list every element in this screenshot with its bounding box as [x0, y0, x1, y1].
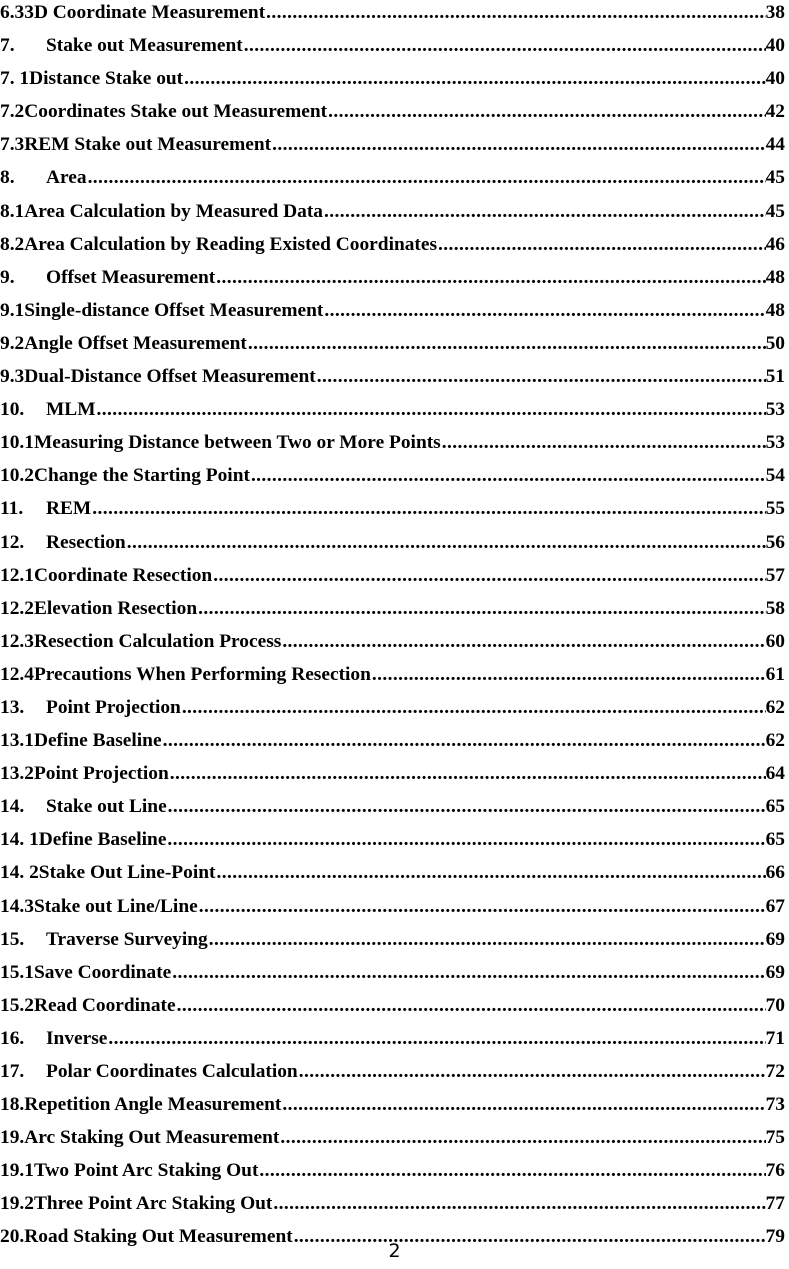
toc-entry[interactable]: [0, 29, 785, 62]
toc-entry[interactable]: [0, 823, 785, 856]
toc-entry[interactable]: [0, 989, 785, 1022]
toc-entry-title: Three Point Arc Staking Out: [33, 1193, 273, 1215]
toc-entry-number: 7.2: [0, 101, 25, 123]
toc-dot-leader: [372, 658, 766, 691]
toc-entry-number: 8.2: [0, 233, 25, 255]
toc-entry[interactable]: [0, 228, 785, 261]
toc-entry-number: 17.: [0, 1061, 25, 1082]
toc-dot-leader: [216, 856, 765, 889]
toc-entry-number: 14.3: [0, 895, 34, 917]
toc-entry-number: 10.1: [0, 432, 34, 454]
toc-entry-title: Traverse Surveying: [46, 928, 208, 950]
toc-entry-page: 69: [765, 928, 785, 950]
toc-dot-leader: [182, 691, 766, 724]
toc-entry-title: Polar Coordinates Calculation: [46, 1061, 298, 1082]
toc-entry-number: 9.3: [0, 366, 25, 388]
toc-entry[interactable]: [0, 492, 785, 525]
toc-entry[interactable]: [0, 360, 785, 393]
toc-dot-leader: [170, 757, 766, 790]
toc-entry[interactable]: [0, 856, 785, 889]
toc-entry[interactable]: [0, 1187, 785, 1220]
toc-entry-title: Area Calculation by Reading Existed Coordinates: [24, 233, 438, 255]
toc-entry-number: 9.1: [0, 299, 25, 321]
toc-entry[interactable]: [0, 790, 785, 823]
toc-entry-page: 50: [765, 332, 785, 354]
toc-entry[interactable]: [0, 0, 785, 29]
toc-entry-title: Arc Staking Out Measurement: [24, 1127, 280, 1149]
toc-entry-number: 13.: [0, 696, 25, 718]
toc-entry-title: REM Stake out Measurement: [24, 134, 272, 156]
toc-dot-leader: [280, 1121, 765, 1154]
toc-entry-page: 62: [765, 730, 785, 752]
toc-entry-title: Coordinate Resection: [33, 564, 213, 586]
toc-entry[interactable]: [0, 658, 785, 691]
toc-entry-page: 77: [765, 1193, 785, 1215]
toc-entry-number: 19.1: [0, 1160, 34, 1182]
toc-entry[interactable]: [0, 956, 785, 989]
toc-entry[interactable]: [0, 691, 785, 724]
toc-entry-page: 54: [765, 465, 785, 487]
toc-entry-page: 38: [765, 2, 785, 23]
toc-dot-leader: [324, 195, 766, 228]
toc-entry-title: Area: [46, 167, 87, 189]
toc-entry-page: 69: [765, 961, 785, 983]
toc-entry-page: 55: [765, 498, 785, 520]
toc-dot-leader: [273, 1187, 765, 1220]
toc-entry-page: 45: [765, 200, 785, 222]
toc-entry[interactable]: [0, 426, 785, 459]
toc-entry[interactable]: [0, 1121, 785, 1154]
toc-entry[interactable]: [0, 1055, 785, 1088]
toc-entry-number: 19.2: [0, 1193, 34, 1215]
toc-entry-page: 70: [765, 994, 785, 1016]
toc-entry[interactable]: [0, 294, 785, 327]
toc-entry-page: 72: [765, 1061, 785, 1082]
toc-entry-page: 62: [765, 696, 785, 718]
toc-entry-title: Save Coordinate: [33, 961, 172, 983]
toc-entry[interactable]: [0, 393, 785, 426]
toc-entry-number: 7. 1: [0, 68, 30, 90]
toc-entry-page: 71: [765, 1027, 785, 1049]
toc-entry-page: 46: [765, 233, 785, 255]
toc-entry-title: Area Calculation by Measured Data: [24, 200, 323, 222]
toc-dot-leader: [127, 526, 766, 559]
toc-entry-title: Repetition Angle Measurement: [24, 1094, 282, 1116]
toc-entry-title: Stake out Line: [46, 796, 167, 818]
toc-dot-leader: [97, 393, 766, 426]
toc-entry-title: Point Projection: [46, 696, 181, 718]
toc-entry[interactable]: [0, 161, 785, 194]
toc-dot-leader: [272, 128, 766, 161]
toc-entry[interactable]: [0, 625, 785, 658]
toc-entry-number: 12.3: [0, 630, 34, 652]
toc-entry-number: 7.3: [0, 134, 25, 156]
toc-entry-number: 9.: [0, 266, 15, 288]
toc-dot-leader: [199, 890, 766, 923]
toc-dot-leader: [213, 559, 765, 592]
toc-entry-page: 79: [765, 1226, 785, 1248]
toc-entry[interactable]: [0, 62, 785, 95]
toc-dot-leader: [324, 294, 765, 327]
toc-entry-number: 14. 2: [0, 862, 39, 884]
toc-entry-page: 48: [765, 299, 785, 321]
toc-entry-number: 6.3: [0, 2, 25, 23]
toc-entry[interactable]: [0, 526, 785, 559]
toc-entry-number: 15.2: [0, 994, 34, 1016]
toc-dot-leader: [328, 95, 765, 128]
toc-entry-page: 66: [765, 862, 785, 884]
toc-dot-leader: [168, 790, 766, 823]
toc-entry[interactable]: [0, 261, 785, 294]
toc-entry-title: Distance Stake out: [29, 68, 184, 90]
toc-entry-title: Coordinates Stake out Measurement: [24, 101, 328, 123]
toc-dot-leader: [282, 1088, 765, 1121]
toc-dot-leader: [88, 161, 766, 194]
toc-entry-title: Resection Calculation Process: [33, 630, 282, 652]
toc-entry-title: Inverse: [46, 1027, 108, 1049]
toc-entry-title: 3D Coordinate Measurement: [24, 2, 266, 23]
toc-entry-number: 13.1: [0, 730, 34, 752]
toc-entry[interactable]: [0, 724, 785, 757]
toc-dot-leader: [299, 1055, 766, 1088]
toc-entry[interactable]: [0, 1154, 785, 1187]
toc-entry-page: 42: [765, 101, 785, 123]
toc-entry-title: Stake out Line/Line: [33, 895, 198, 917]
toc-entry-title: Stake Out Line-Point: [38, 862, 216, 884]
toc-dot-leader: [282, 625, 765, 658]
toc-dot-leader: [216, 261, 765, 294]
toc-entry-title: Offset Measurement: [46, 266, 216, 288]
toc-dot-leader: [317, 360, 766, 393]
toc-dot-leader: [244, 29, 766, 62]
toc-entry-title: Stake out Measurement: [46, 35, 243, 57]
toc-entry-page: 56: [765, 531, 785, 553]
toc-entry[interactable]: [0, 923, 785, 956]
toc-entry-page: 45: [765, 167, 785, 189]
toc-entry-number: 12.2: [0, 597, 34, 619]
toc-dot-leader: [259, 1154, 765, 1187]
toc-entry[interactable]: [0, 559, 785, 592]
toc-dot-leader: [167, 823, 765, 856]
toc-entry-title: Read Coordinate: [33, 994, 176, 1016]
toc-entry-title: Angle Offset Measurement: [24, 332, 247, 354]
toc-entry-page: 40: [765, 35, 785, 57]
toc-entry-page: 57: [765, 564, 785, 586]
toc-dot-leader: [163, 724, 766, 757]
toc-entry-title: REM: [46, 498, 92, 520]
toc-entry-page: 53: [765, 399, 785, 421]
toc-entry-title: Measuring Distance between Two or More Points: [33, 432, 441, 454]
toc-dot-leader: [442, 426, 766, 459]
toc-entry-number: 19.: [0, 1127, 25, 1149]
toc-entry-number: 12.: [0, 531, 25, 553]
toc-entry[interactable]: [0, 1022, 785, 1055]
toc-entry-number: 14. 1: [0, 829, 39, 851]
toc-entry-page: 75: [765, 1127, 785, 1149]
toc-entry-page: 61: [765, 663, 785, 685]
toc-entry-title: Road Staking Out Measurement: [24, 1226, 293, 1248]
toc-entry-title: Resection: [46, 531, 126, 553]
toc-entry[interactable]: [0, 592, 785, 625]
toc-entry-number: 10.: [0, 399, 25, 421]
toc-entry[interactable]: [0, 95, 785, 128]
toc-dot-leader: [177, 989, 766, 1022]
toc-dot-leader: [248, 327, 766, 360]
toc-entry-number: 18.: [0, 1094, 25, 1116]
toc-entry[interactable]: [0, 1088, 785, 1121]
toc-entry-page: 58: [765, 597, 785, 619]
toc-entry-number: 15.: [0, 928, 25, 950]
toc-entry-page: 53: [765, 432, 785, 454]
toc-entry[interactable]: [0, 327, 785, 360]
toc-entry-page: 67: [765, 895, 785, 917]
toc-entry-page: 65: [765, 796, 785, 818]
toc-entry-page: 40: [765, 68, 785, 90]
toc-entry-number: 9.2: [0, 332, 25, 354]
toc-entry-number: 16.: [0, 1027, 25, 1049]
page-number: 2: [388, 1240, 401, 1262]
toc-entry-page: 51: [765, 366, 785, 388]
toc-entry-page: 60: [765, 630, 785, 652]
toc-entry-title: Point Projection: [33, 763, 169, 785]
toc-entry-number: 10.2: [0, 465, 34, 487]
toc-dot-leader: [108, 1022, 765, 1055]
toc-entry[interactable]: [0, 890, 785, 923]
toc-entry-number: 11.: [0, 498, 24, 520]
toc-entry[interactable]: [0, 757, 785, 790]
toc-entry-page: 65: [765, 829, 785, 851]
toc-entry-page: 44: [765, 134, 785, 156]
toc-dot-leader: [209, 923, 766, 956]
toc-dot-leader: [266, 0, 765, 29]
toc-entry-title: Dual-Distance Offset Measurement: [24, 366, 316, 388]
toc-entry-number: 12.1: [0, 564, 34, 586]
toc-dot-leader: [198, 592, 765, 625]
toc-entry-title: Two Point Arc Staking Out: [33, 1160, 259, 1182]
toc-entry-title: Elevation Resection: [33, 597, 198, 619]
toc-entry-page: 73: [765, 1094, 785, 1116]
toc-entry-number: 12.4: [0, 663, 34, 685]
toc-entry-page: 64: [765, 763, 785, 785]
toc-entry-number: 8.1: [0, 200, 25, 222]
toc-entry-number: 8.: [0, 167, 15, 189]
toc-entry[interactable]: [0, 459, 785, 492]
toc-entry-number: 20.: [0, 1226, 25, 1248]
toc-entry-number: 15.1: [0, 961, 34, 983]
toc-entry-number: 14.: [0, 796, 25, 818]
toc-entry-page: 76: [765, 1160, 785, 1182]
toc-dot-leader: [184, 62, 765, 95]
toc-dot-leader: [92, 492, 765, 525]
toc-dot-leader: [172, 956, 765, 989]
toc-entry-title: Define Baseline: [33, 730, 162, 752]
toc-entry-title: Define Baseline: [38, 829, 167, 851]
toc-entry-title: Precautions When Performing Resection: [33, 663, 371, 685]
toc-entry[interactable]: [0, 195, 785, 228]
toc-entry-number: 7.: [0, 35, 15, 57]
toc-entry-page: 48: [765, 266, 785, 288]
toc-entry-title: MLM: [46, 399, 96, 421]
toc-entry-number: 13.2: [0, 763, 34, 785]
toc-entry-title: Single-distance Offset Measurement: [24, 299, 324, 321]
toc-dot-leader: [438, 228, 766, 261]
toc-entry-title: Change the Starting Point: [33, 465, 250, 487]
toc-entry[interactable]: [0, 128, 785, 161]
toc-dot-leader: [251, 459, 766, 492]
